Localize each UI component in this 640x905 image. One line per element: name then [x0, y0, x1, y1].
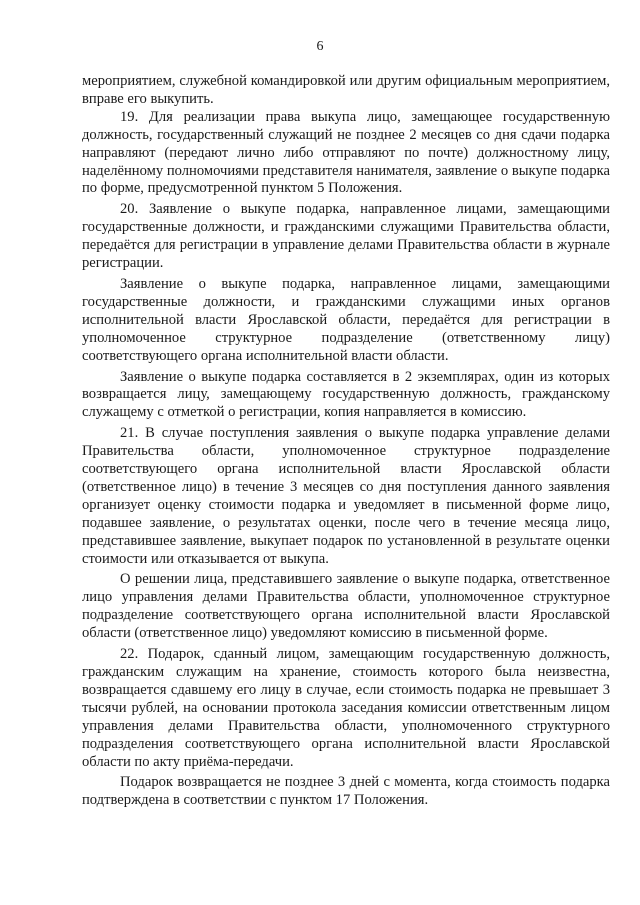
paragraph-22-return: Подарок возвращается не позднее 3 дней с момента, когда стоимость подарка подтверждена в соответствии с пунктом 17 Положения.	[82, 774, 610, 809]
paragraph-20: 20. Заявление о выкупе подарка, направленное лицами, замещающими государственные должности, и гражданскими служащими Правительства области, передаётся для регистрации в управление делами Правительства области в журнале регистрации.	[82, 201, 610, 272]
paragraph-22: 22. Подарок, сданный лицом, замещающим государственную должность, гражданским служащим на хранение, стоимость которого была неизвестна, возвращается сдавшему его лицу в случае, если стоимость подарка не превышает 3 тысячи рублей, на основании протокола заседания комиссии ответственным лицом управления делами Правительства области, уполномоченного структурного подразделения соответствующего органа исполнительной власти Ярославской области по акту приёма-передачи.	[82, 646, 610, 770]
document-body	[82, 73, 610, 810]
page-number: 6	[316, 39, 324, 54]
paragraph-21-notification: О решении лица, представившего заявление о выкупе подарка, ответственное лицо управления делами Правительства области, уполномоченное структурное подразделение соответствующего органа исполнительной власти Ярославской области (ответственное лицо) уведомляют комиссию в письменной форме.	[82, 571, 610, 642]
paragraph-21: 21. В случае поступления заявления о выкупе подарка управление делами Правительства области, уполномоченное структурное подразделение соответствующего органа исполнительной власти Ярославской области (ответственное лицо) в течение 3 месяцев со дня поступления данного заявления организует оценку стоимости подарка и уведомляет в письменной форме лицо, подавшее заявление, о результатах оценки, после чего в течение месяца лицо, представившее заявление, выкупает подарок по установленной в результате оценки стоимости или отказывается от выкупа.	[82, 425, 610, 567]
paragraph-19: 19. Для реализации права выкупа лицо, замещающее государственную должность, государственный служащий не позднее 2 месяцев со дня сдачи подарка направляют (передают лично либо отправляют по почте) должностному лицу, наделённому полномочиями представителя нанимателя, заявление о выкупе подарка по форме, предусмотренной пунктом 5 Положения.	[82, 108, 610, 197]
paragraph-20-registration: Заявление о выкупе подарка, направленное лицами, замещающими государственные должности, и гражданскими служащими иных органов исполнительной власти Ярославской области, передаётся для регистрации в уполномоченное структурное подразделение (ответственному лицу) соответствующего органа исполнительной власти области.	[82, 275, 610, 364]
paragraph-20-copies: Заявление о выкупе подарка составляется в 2 экземплярах, один из которых возвращается лицу, замещающему государственную должность, гражданскому служащему с отметкой о регистрации, копия направляется в комиссию.	[82, 368, 610, 421]
paragraph-continuation: мероприятием, служебной командировкой или другим официальным мероприятием, вправе его выкупить.	[82, 73, 610, 107]
